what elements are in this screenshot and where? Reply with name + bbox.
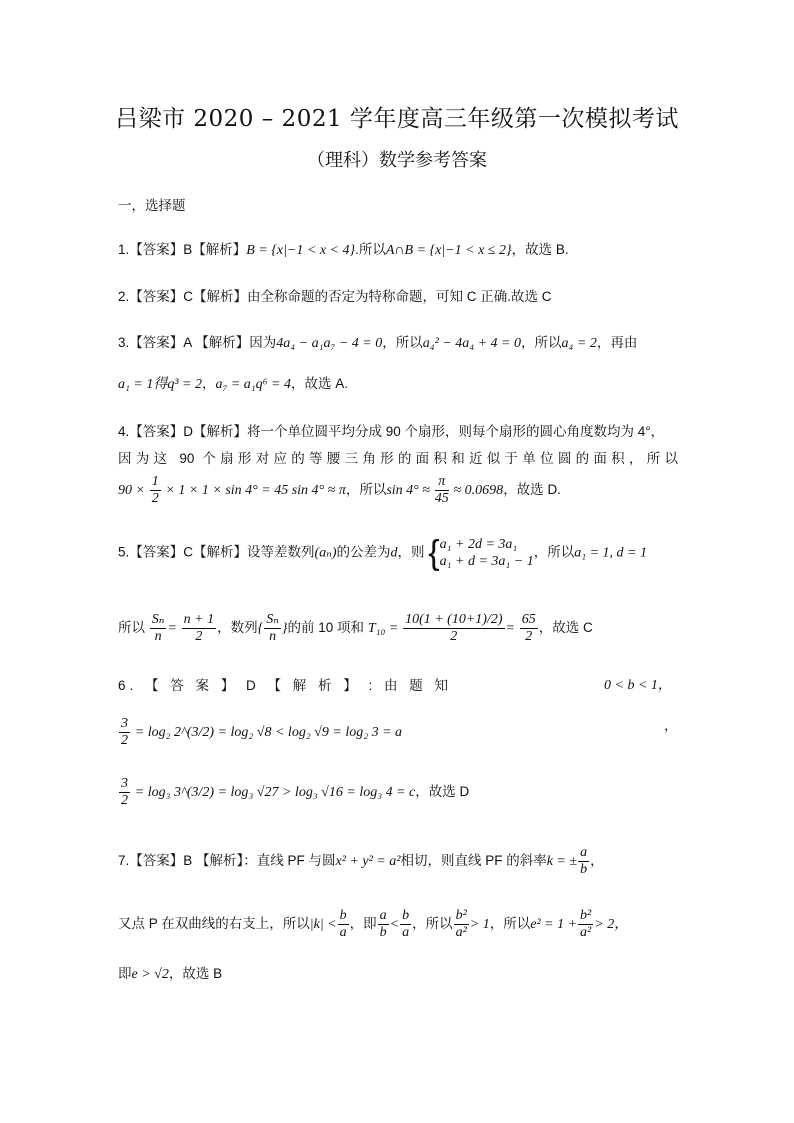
answer-4-fraction-2 <box>435 474 449 507</box>
answer-4-line-2: 因为这 90 个扇形对应的等腰三角形的面积和近似于单位圆的面积，所以 <box>118 451 678 466</box>
fraction-numerator: b <box>402 908 410 923</box>
answer-7-e: e² = 1 + <box>530 917 578 933</box>
answer-5-text-2: ，则 <box>397 544 425 560</box>
answer-5-line2-mid: ，数列 <box>217 620 258 636</box>
answer-7-math-1: x² + y² = a² <box>335 854 401 870</box>
answer-3-math-5: a₇ = a₁q⁶ = 4 <box>215 377 291 392</box>
answer-7-fraction-5 <box>578 908 593 941</box>
fraction-numerator: Sₙ <box>151 612 165 627</box>
fraction-numerator: b² <box>580 908 592 923</box>
answer-5-result: a₁ = 1, d = 1 <box>574 545 647 561</box>
answer-7-end-1: ， <box>590 853 604 869</box>
answer-3-math-4: a₁ = 1得q³ = 2 <box>118 377 202 392</box>
fraction-denominator: 2 <box>121 733 128 748</box>
answer-7-line-2 <box>118 908 678 941</box>
answer-1-math-1: B = {x|−1 < x < 4} <box>246 243 356 258</box>
answer-7-gt: > 1 <box>469 917 490 933</box>
answer-5-fraction-seq <box>264 612 281 645</box>
fraction-numerator: 1 <box>151 474 159 489</box>
system-equation-2: a₁ + d = 3a₁ − 1 <box>439 554 534 569</box>
answer-5-line2-pre: 所以 <box>118 620 145 636</box>
answer-5-seq: (aₙ) <box>314 545 337 561</box>
answer-3-line-2 <box>118 374 678 395</box>
answer-6-line-3 <box>118 776 678 809</box>
fraction-denominator: b <box>379 925 387 940</box>
answer-7-fraction-2 <box>378 908 389 941</box>
fraction-numerator: a <box>580 845 588 860</box>
answer-6-math-1: 0 < b < 1， <box>604 678 672 693</box>
answer-5-fraction-t10 <box>403 612 504 645</box>
answer-5-line-1 <box>118 536 678 570</box>
answer-3-text-2: ，所以 <box>521 335 562 350</box>
fraction-numerator: 3 <box>121 776 128 791</box>
answer-5-line-2: 所以 $\frac{\text{Sₙ}}{n}$ = $\frac{n + 1}{2}$ ，数列{ $\frac{\text{Sₙ}}{n}$ }的前 10 项和 T₁₀ = $\frac{10(1 + (10+1)/2)}{2}$ = $\frac{65}{2}$ ，故选 C <box>118 612 593 644</box>
section-heading: 一，选择题 <box>118 198 186 213</box>
answer-5-system <box>440 536 534 570</box>
answer-4-fraction <box>150 474 161 507</box>
page-subtitle: （理科）数学参考答案 <box>307 150 487 171</box>
answer-4-text-2: ，故选 D. <box>503 482 561 498</box>
fraction-denominator: n <box>154 629 162 644</box>
answer-3-text-1: ，所以 <box>382 335 423 350</box>
answer-3-sep: ， <box>201 376 216 391</box>
fraction-denominator: a² <box>455 925 467 940</box>
answer-6-end: ，故选 D <box>415 784 470 800</box>
answer-7-line-3 <box>118 964 678 985</box>
answer-7-fraction-1 <box>338 908 349 941</box>
answer-4-math-post: × 1 × 1 × sin 4° = 45 sin 4° ≈ π <box>165 483 346 499</box>
system-brace-icon: { <box>428 534 440 572</box>
answer-1 <box>118 240 678 261</box>
answer-3-line-1 <box>118 333 678 354</box>
fraction-denominator: 2 <box>450 629 458 644</box>
fraction-numerator: n + 1 <box>183 612 215 627</box>
answer-6-comma: ， <box>664 718 678 733</box>
answer-5-line2-mid2: 的前 10 项和 <box>287 620 365 636</box>
answer-6-line-1 <box>118 676 678 696</box>
fraction-numerator: 3 <box>121 716 128 731</box>
fraction-denominator: n <box>269 629 277 644</box>
answer-4-math-2-pre: sin 4° ≈ <box>386 483 430 499</box>
answer-5-d: d <box>390 545 398 561</box>
answer-5-t10: T₁₀ = <box>367 621 399 637</box>
answer-5-text-1: 的公差为 <box>336 544 391 560</box>
answer-7-fraction-4 <box>454 908 469 941</box>
answer-7-end-3: ，故选 B <box>168 966 223 981</box>
answer-7-lt: < <box>389 917 400 933</box>
fraction-denominator: 2 <box>151 491 159 506</box>
fraction-numerator: Sₙ <box>266 612 279 627</box>
answer-3-text-4: ，故选 A. <box>290 376 348 391</box>
fraction-denominator: 2 <box>195 629 203 644</box>
answer-3-math-2: a₄² − 4a₄ + 4 = 0 <box>422 336 522 351</box>
answer-2: 2.【答案】C【解析】由全称命题的否定为特称命题，可知 C 正确.故选 C <box>118 289 552 304</box>
answer-1-math-2: A∩B = {x|−1 < x ≤ 2} <box>385 243 512 258</box>
answer-6-line-2 <box>118 716 678 749</box>
fraction-denominator: a² <box>580 925 592 940</box>
answer-7-k: k = ± <box>546 854 578 870</box>
fraction-numerator: b <box>339 908 347 923</box>
fraction-denominator: b <box>580 862 588 877</box>
answer-5-text-3: ，所以 <box>533 544 575 560</box>
answer-7-abs-k: |k| < <box>309 917 337 933</box>
answer-7-fraction-3 <box>400 908 411 941</box>
fraction-numerator: b² <box>455 908 467 923</box>
answer-5-label: 5.【答案】C【解析】设等差数列 <box>118 544 315 560</box>
answer-4-math-pre: 90 × <box>118 483 145 499</box>
answer-7-mid-3: ，所以 <box>489 916 531 932</box>
answer-7-fraction-k <box>578 845 589 878</box>
answer-3-label: 3.【答案】A 【解析】因为 <box>118 335 277 350</box>
answer-1-text-1: .所以 <box>355 242 386 257</box>
fraction-denominator: 2 <box>525 629 533 644</box>
fraction-denominator: a <box>339 925 347 940</box>
fraction-denominator: a <box>402 925 410 940</box>
answer-7-label: 7.【答案】B 【解析】：直线 PF 与圆 <box>118 853 336 869</box>
answer-4-line-3 <box>118 474 678 507</box>
fraction-numerator: a <box>379 908 387 923</box>
answer-7-gt-2: > 2， <box>594 917 629 933</box>
answer-7-line3-pre: 即 <box>118 966 132 981</box>
answer-7-line2-pre: 又点 P 在双曲线的右支上，所以 <box>118 916 310 932</box>
page-title: 吕梁市 2020 – 2021 学年度高三年级第一次模拟考试 <box>115 106 679 132</box>
answer-6-label: 6. 【 答 案 】 D 【 解 析 】 : 由 题 知 <box>118 678 453 693</box>
answer-6-math-2: = log₂ 2^(3/2) = log₂ √8 < log₂ √9 = log₂ 3 = a <box>134 725 403 741</box>
answer-5-fraction-result <box>520 612 538 645</box>
answer-3-math-1: 4a₄ − a₁a₇ − 4 = 0 <box>276 336 383 351</box>
answer-1-label: 1.【答案】B【解析】 <box>118 242 247 257</box>
answer-7-line-1 <box>118 845 678 878</box>
answer-4-line-1: 4.【答案】D【解析】将一个单位圆平均分成 90 个扇形，则每个扇形的圆心角度数均为 4°， <box>118 424 665 439</box>
fraction-numerator: π <box>435 474 449 491</box>
answer-6-fraction-2 <box>119 776 130 809</box>
fraction-denominator: 2 <box>121 793 128 808</box>
answer-1-text-2: ，故选 B. <box>511 242 569 257</box>
system-equation-1: a₁ + 2d = 3a₁ <box>439 537 518 552</box>
answer-7-math-3: e > √2 <box>131 967 169 982</box>
answer-4-math-2-post: ≈ 0.0698 <box>453 483 504 499</box>
answer-5-fraction-rhs <box>182 612 216 645</box>
answer-6-fraction-1 <box>119 716 130 749</box>
answer-4-text-1: ，所以 <box>345 482 387 498</box>
fraction-numerator: 65 <box>521 612 536 627</box>
answer-5-line2-end: ，故选 C <box>538 620 593 636</box>
fraction-denominator: 45 <box>434 491 449 506</box>
answer-3-math-3: a₄ = 2 <box>561 336 597 351</box>
answer-7-mid-2: ，所以 <box>412 916 453 932</box>
answer-7-mid: 相切，则直线 PF 的斜率 <box>400 853 547 869</box>
answer-3-text-3: ，再由 <box>596 335 638 350</box>
answer-7-mid-1: ，即 <box>349 916 377 932</box>
answer-5-fraction-sn <box>150 612 167 645</box>
fraction-numerator: 10(1 + (10+1)/2) <box>405 612 503 627</box>
answer-6-math-3: = log₃ 3^(3/2) = log₃ √27 > log₃ √16 = log₃ 4 = c <box>134 785 416 801</box>
